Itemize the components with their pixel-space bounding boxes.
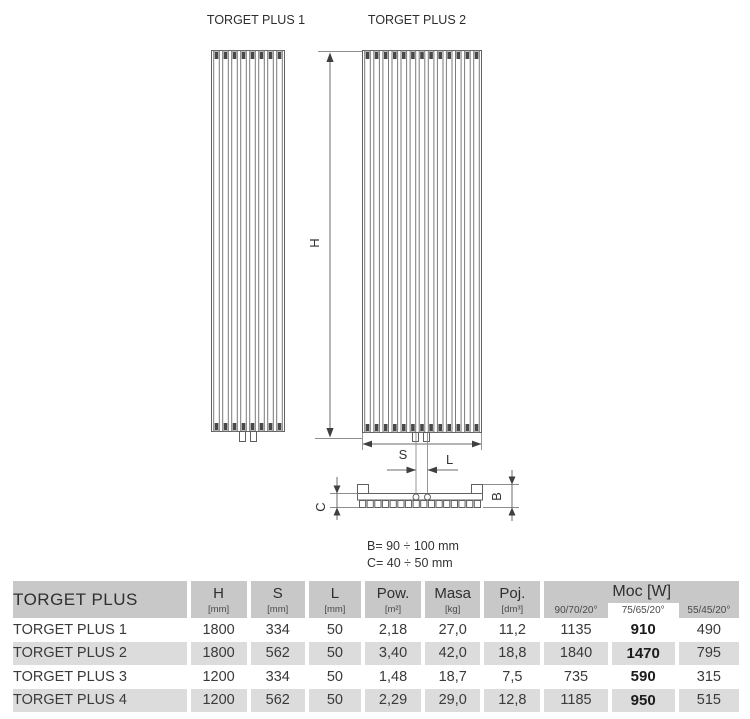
row-name: TORGET PLUS 1 [13, 621, 127, 638]
cross-section-segment [405, 501, 411, 508]
cell-h: 1200 [191, 689, 247, 713]
cross-section-segment [367, 501, 373, 508]
cross-section-segment [451, 501, 457, 508]
radiator-tube [446, 51, 452, 432]
radiator-tube-cap [375, 424, 379, 431]
radiator-tube [277, 51, 283, 431]
dimension-s-label: S [398, 447, 408, 462]
radiator-tube-cap [420, 424, 424, 431]
radiator-2-drawing [363, 51, 482, 442]
table-row [13, 642, 739, 666]
radiator-tube-cap [466, 52, 470, 59]
cell-moc-90: 1185 [544, 689, 607, 713]
radiator-tube-cap [260, 423, 264, 430]
column-header-l [309, 581, 361, 618]
cell-s: 562 [251, 689, 305, 713]
radiator-tube [465, 51, 471, 432]
radiator-tube-cap [215, 423, 219, 430]
cell-moc-55: 315 [696, 668, 721, 685]
radiator-tube [223, 51, 229, 431]
radiator-tube-cap [233, 52, 237, 59]
radiator-tube [428, 51, 434, 432]
radiator-tube-cap [278, 423, 282, 430]
subcolumn-75-65-20: 75/65/20° [612, 603, 675, 618]
dimension-l [387, 452, 458, 473]
cell-poj: 11,2 [498, 621, 526, 638]
cross-section-segment [421, 501, 427, 508]
radiator-tube [456, 51, 462, 432]
cell-poj: 12,8 [484, 689, 540, 713]
radiator-tube-cap [224, 52, 228, 59]
radiator-tube-cap [278, 52, 282, 59]
radiator-tube-cap [438, 424, 442, 431]
dimension-b-label: B [489, 492, 504, 501]
dimension-b [483, 470, 519, 521]
radiator-2-connection-stub [424, 433, 430, 442]
radiator-tube-cap [251, 423, 255, 430]
radiator-tube [214, 51, 220, 431]
column-header-masa [425, 581, 480, 618]
radiator-tube-cap [260, 52, 264, 59]
radiator-tube-cap [447, 52, 451, 59]
dimension-c [313, 477, 360, 520]
cell-s: 334 [265, 621, 290, 638]
radiator-tube [259, 51, 265, 431]
cross-section-segment [474, 501, 480, 508]
column-unit: [mm] [208, 603, 230, 615]
radiator-tube-cap [269, 423, 273, 430]
dimension-h [307, 52, 362, 439]
cell-s: 334 [265, 668, 290, 685]
cell-moc-55: 795 [679, 642, 739, 666]
row-name: TORGET PLUS 4 [13, 689, 187, 713]
column-header-pow [365, 581, 421, 618]
cross-section-segment [390, 501, 396, 508]
column-label: Poj. [499, 584, 526, 602]
radiator-tube-cap [384, 52, 388, 59]
radiator-tube [241, 51, 247, 431]
cross-section-drawing [358, 485, 483, 508]
radiator-tube-cap [402, 424, 406, 431]
column-unit: [mm] [324, 603, 346, 615]
cell-poj: 18,8 [484, 642, 540, 666]
cell-pow: 3,40 [365, 642, 421, 666]
radiator-1-connection-stub [251, 432, 257, 442]
radiator-tube [374, 51, 380, 432]
cross-section-segment [467, 501, 473, 508]
radiator-tube-cap [366, 52, 370, 59]
cell-pow: 2,29 [365, 689, 421, 713]
radiator-tube-cap [366, 424, 370, 431]
dimension-c-label: C [313, 502, 328, 512]
table-title: TORGET PLUS [13, 581, 187, 618]
radiator-tube-cap [233, 423, 237, 430]
column-unit: [m²] [384, 603, 402, 615]
radiator-2-connection-stub [413, 433, 419, 442]
cell-l: 50 [326, 621, 343, 638]
radiator-tube-cap [457, 52, 461, 59]
subcolumn-90-70-20: 90/70/20° [544, 603, 607, 618]
radiator-tube-cap [393, 52, 397, 59]
radiator-2-title: TORGET PLUS 2 [367, 13, 467, 27]
radiator-tube [250, 51, 256, 431]
radiator-tube-cap [447, 424, 451, 431]
radiator-tube-cap [393, 424, 397, 431]
column-label: Masa [434, 584, 472, 602]
cell-moc-75: 910 [630, 621, 656, 639]
radiator-tube [383, 51, 389, 432]
radiator-tube [410, 51, 416, 432]
radiator-1-title: TORGET PLUS 1 [206, 13, 306, 27]
radiator-1-drawing [212, 51, 285, 442]
radiator-tube [419, 51, 425, 432]
radiator-tube [392, 51, 398, 432]
radiator-tube-cap [375, 52, 379, 59]
cell-moc-55: 515 [679, 689, 739, 713]
table-row [13, 689, 739, 713]
cross-section-segment [398, 501, 404, 508]
radiator-tube-cap [402, 52, 406, 59]
radiator-tube-cap [457, 424, 461, 431]
radiator-tube-cap [215, 52, 219, 59]
table-row [13, 618, 739, 642]
cross-section-segment [436, 501, 442, 508]
cross-section-segment [360, 501, 366, 508]
radiator-tube-cap [429, 52, 433, 59]
radiator-tube [232, 51, 238, 431]
cell-l: 50 [326, 668, 343, 685]
dimension-l-label: L [446, 452, 454, 467]
column-unit: [mm] [267, 603, 289, 615]
cross-section-segment [444, 501, 450, 508]
subcolumn-55-45-20: 55/45/20° [679, 603, 739, 618]
dimension-h-label: H [307, 238, 322, 248]
column-unit: [kg] [445, 603, 461, 615]
cross-section-connection [413, 494, 419, 500]
row-name: TORGET PLUS 2 [13, 642, 187, 666]
column-header-moc: Moc [W] [544, 581, 739, 603]
radiator-tube [268, 51, 274, 431]
cell-pow: 2,18 [378, 621, 408, 638]
radiator-tube-cap [242, 423, 246, 430]
spec-table [9, 581, 743, 712]
cell-h: 1200 [202, 668, 235, 685]
radiator-tube-cap [475, 52, 479, 59]
cell-pow: 1,48 [378, 668, 408, 685]
radiator-tube [474, 51, 480, 432]
cell-l: 50 [309, 642, 361, 666]
radiator-tube-cap [438, 52, 442, 59]
cross-section-segment [459, 501, 465, 508]
cell-masa: 18,7 [438, 668, 467, 685]
note-b-range: B= 90 ÷ 100 mm [367, 539, 459, 553]
radiator-tube-cap [269, 52, 273, 59]
column-unit: [dm³] [501, 603, 524, 615]
cross-section-segment [428, 501, 434, 508]
radiator-1-connection-stub [240, 432, 246, 442]
row-name: TORGET PLUS 3 [13, 668, 127, 685]
cell-moc-75: 950 [612, 689, 675, 713]
dimension-s [363, 433, 482, 462]
column-label: H [213, 584, 224, 602]
column-label: L [330, 584, 340, 602]
cell-masa: 42,0 [425, 642, 480, 666]
column-label: S [272, 584, 283, 602]
radiator-tube-cap [429, 424, 433, 431]
cross-section-segment [382, 501, 388, 508]
radiator-tube-cap [475, 424, 479, 431]
radiator-tube-cap [420, 52, 424, 59]
cross-section-connection [425, 494, 431, 500]
cell-moc-55: 490 [696, 621, 721, 638]
cell-moc-90: 735 [563, 668, 589, 685]
cell-s: 562 [251, 642, 305, 666]
cell-masa: 29,0 [425, 689, 480, 713]
cell-moc-75: 1470 [612, 642, 675, 666]
cell-moc-75: 590 [630, 668, 656, 686]
radiator-tube-cap [251, 52, 255, 59]
table-row [13, 665, 739, 689]
cell-h: 1800 [191, 642, 247, 666]
radiator-tube [401, 51, 407, 432]
cell-masa: 27,0 [438, 621, 467, 638]
cross-section-segment [413, 501, 419, 508]
radiator-tube-cap [411, 424, 415, 431]
radiator-tube-cap [466, 424, 470, 431]
column-label: Pow. [376, 584, 410, 602]
radiator-tube [437, 51, 443, 432]
radiator-tube [365, 51, 371, 432]
cell-h: 1800 [202, 621, 235, 638]
radiator-tube-cap [384, 424, 388, 431]
radiator-tube-cap [242, 52, 246, 59]
column-header-h [191, 581, 247, 618]
column-header-s [251, 581, 305, 618]
radiator-tube-cap [411, 52, 415, 59]
cell-l: 50 [309, 689, 361, 713]
radiator-tube-cap [224, 423, 228, 430]
cell-poj: 7,5 [502, 668, 523, 685]
cross-section-segment [375, 501, 381, 508]
cell-moc-90: 1840 [544, 642, 607, 666]
column-header-poj [484, 581, 540, 618]
note-c-range: C= 40 ÷ 50 mm [367, 556, 453, 570]
cell-moc-90: 1135 [560, 621, 592, 638]
